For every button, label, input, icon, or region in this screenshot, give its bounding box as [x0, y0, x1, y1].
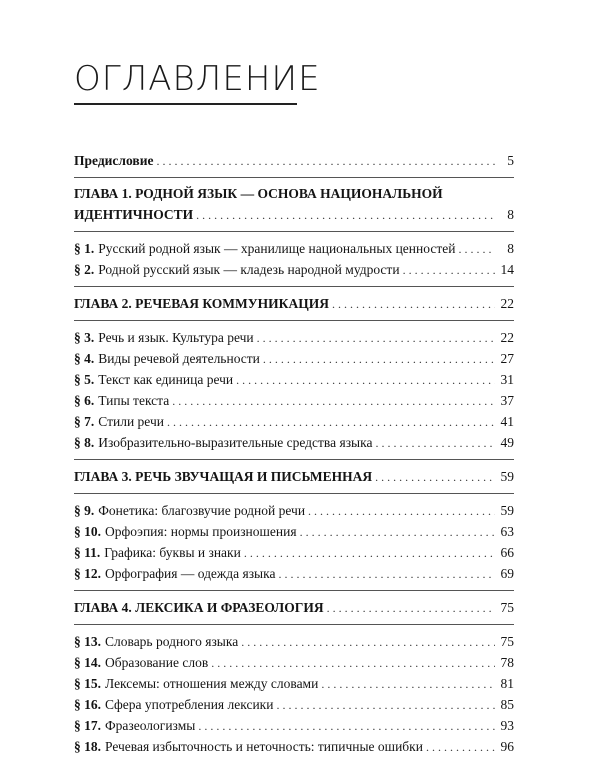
toc-entry-section[interactable]: [74, 694, 514, 715]
toc-entry-section[interactable]: [74, 411, 514, 432]
toc-entry-section[interactable]: [74, 715, 514, 736]
dot-leader: [375, 467, 495, 488]
section-title: Орфография — одежда языка: [105, 566, 276, 581]
divider: [74, 624, 514, 625]
section-number: § 13.: [74, 634, 101, 649]
section-number: § 11.: [74, 545, 101, 560]
toc-entry-section[interactable]: [74, 521, 514, 542]
section-title: Речевая избыточность и неточность: типичные ошибки: [105, 739, 423, 754]
entry-page: 49: [500, 435, 514, 450]
section-title: Виды речевой деятельности: [98, 351, 260, 366]
toc-entry-section[interactable]: [74, 432, 514, 453]
entry-page: 41: [500, 414, 514, 429]
toc-entry-section[interactable]: [74, 563, 514, 584]
divider: [74, 493, 514, 494]
dot-leader: [332, 294, 495, 315]
entry-page: 75: [500, 634, 514, 649]
dot-leader: [321, 674, 495, 695]
entry-page: 31: [500, 372, 514, 387]
section-title: Словарь родного языка: [105, 634, 239, 649]
section-number: § 14.: [74, 655, 101, 670]
entry-page: 93: [500, 718, 514, 733]
entry-page: 22: [500, 330, 514, 345]
section-title: Сфера употребления лексики: [105, 697, 274, 712]
section-number: § 1.: [74, 241, 95, 256]
toc-entry-section[interactable]: [74, 259, 514, 280]
toc-entry-section[interactable]: [74, 542, 514, 563]
dot-leader: [156, 151, 495, 172]
entry-page: 59: [500, 503, 514, 518]
dot-leader: [300, 522, 495, 543]
entry-page: 96: [500, 739, 514, 754]
section-title: Образование слов: [105, 655, 209, 670]
section-title: Стили речи: [98, 414, 164, 429]
dot-leader: [236, 370, 495, 391]
entry-page: 78: [500, 655, 514, 670]
section-title: Графика: буквы и знаки: [104, 545, 241, 560]
toc-entry-chapter-2[interactable]: [74, 293, 514, 314]
dot-leader: [211, 653, 495, 674]
chapter-title: ГЛАВА 3. РЕЧЬ ЗВУЧАЩАЯ И ПИСЬМЕННАЯ: [74, 469, 373, 484]
entry-page: 8: [507, 207, 514, 222]
entry-page: 5: [507, 153, 514, 168]
section-title: Типы текста: [98, 393, 170, 408]
toc-entry-section[interactable]: [74, 652, 514, 673]
dot-leader: [426, 737, 495, 758]
toc-entry-section[interactable]: [74, 238, 514, 259]
section-title: Орфоэпия: нормы произношения: [105, 524, 297, 539]
title-underline: [74, 103, 297, 105]
section-number: § 6.: [74, 393, 95, 408]
divider: [74, 286, 514, 287]
section-title: Фонетика: благозвучие родной речи: [98, 503, 306, 518]
dot-leader: [403, 260, 495, 281]
section-number: § 15.: [74, 676, 101, 691]
dot-leader: [458, 239, 495, 260]
toc-entry-section[interactable]: [74, 327, 514, 348]
divider: [74, 231, 514, 232]
dot-leader: [196, 205, 495, 226]
entry-page: 69: [500, 566, 514, 581]
page-title: ОГЛАВЛЕНИЕ: [74, 59, 321, 99]
section-title: Родной русский язык — кладезь народной мудрости: [98, 262, 400, 277]
section-number: § 9.: [74, 503, 95, 518]
entry-page: 66: [500, 545, 514, 560]
entry-page: 27: [500, 351, 514, 366]
section-number: § 5.: [74, 372, 95, 387]
divider: [74, 320, 514, 321]
section-number: § 3.: [74, 330, 95, 345]
dot-leader: [278, 564, 495, 585]
toc-entry-section[interactable]: [74, 631, 514, 652]
entry-page: 85: [500, 697, 514, 712]
divider: [74, 590, 514, 591]
entry-title: Предисловие: [74, 153, 154, 168]
toc-entry-section[interactable]: [74, 390, 514, 411]
dot-leader: [257, 328, 495, 349]
table-of-contents: [74, 150, 514, 757]
dot-leader: [241, 632, 495, 653]
toc-entry-chapter-3[interactable]: [74, 466, 514, 487]
toc-entry-section[interactable]: [74, 500, 514, 521]
section-number: § 8.: [74, 435, 95, 450]
entry-page: 14: [500, 262, 514, 277]
section-title: Изобразительно-выразительные средства языка: [98, 435, 373, 450]
entry-page: 63: [500, 524, 514, 539]
dot-leader: [172, 391, 495, 412]
chapter-title: ГЛАВА 2. РЕЧЕВАЯ КОММУНИКАЦИЯ: [74, 296, 329, 311]
entry-page: 22: [500, 296, 514, 311]
section-number: § 10.: [74, 524, 101, 539]
toc-entry-section[interactable]: [74, 348, 514, 369]
toc-entry-chapter-4[interactable]: [74, 597, 514, 618]
entry-page: 59: [500, 469, 514, 484]
section-number: § 12.: [74, 566, 101, 581]
toc-entry-section[interactable]: [74, 736, 514, 757]
section-number: § 18.: [74, 739, 101, 754]
dot-leader: [375, 433, 495, 454]
entry-page: 75: [500, 600, 514, 615]
entry-page: 81: [500, 676, 514, 691]
divider: [74, 459, 514, 460]
dot-leader: [308, 501, 495, 522]
dot-leader: [263, 349, 495, 370]
toc-entry-chapter-1[interactable]: [74, 204, 514, 225]
dot-leader: [327, 598, 495, 619]
section-number: § 16.: [74, 697, 101, 712]
section-number: § 17.: [74, 718, 101, 733]
chapter-title: ГЛАВА 4. ЛЕКСИКА И ФРАЗЕОЛОГИЯ: [74, 600, 324, 615]
section-title: Фразеологизмы: [105, 718, 196, 733]
dot-leader: [276, 695, 495, 716]
toc-entry-section[interactable]: [74, 369, 514, 390]
toc-entry-preface[interactable]: [74, 150, 514, 171]
section-title: Текст как единица речи: [98, 372, 234, 387]
section-number: § 4.: [74, 351, 95, 366]
chapter-title-line2: ИДЕНТИЧНОСТИ: [74, 207, 194, 222]
dot-leader: [198, 716, 495, 737]
section-number: § 2.: [74, 262, 95, 277]
chapter-title-line1[interactable]: ГЛАВА 1. РОДНОЙ ЯЗЫК — ОСНОВА НАЦИОНАЛЬНОЙ: [74, 186, 443, 201]
entry-page: 8: [507, 241, 514, 256]
dot-leader: [167, 412, 495, 433]
toc-entry-section[interactable]: [74, 673, 514, 694]
section-number: § 7.: [74, 414, 95, 429]
section-title: Русский родной язык — хранилище национальных ценностей: [98, 241, 456, 256]
section-title: Лексемы: отношения между словами: [105, 676, 319, 691]
entry-page: 37: [500, 393, 514, 408]
dot-leader: [244, 543, 495, 564]
divider: [74, 177, 514, 178]
section-title: Речь и язык. Культура речи: [98, 330, 254, 345]
